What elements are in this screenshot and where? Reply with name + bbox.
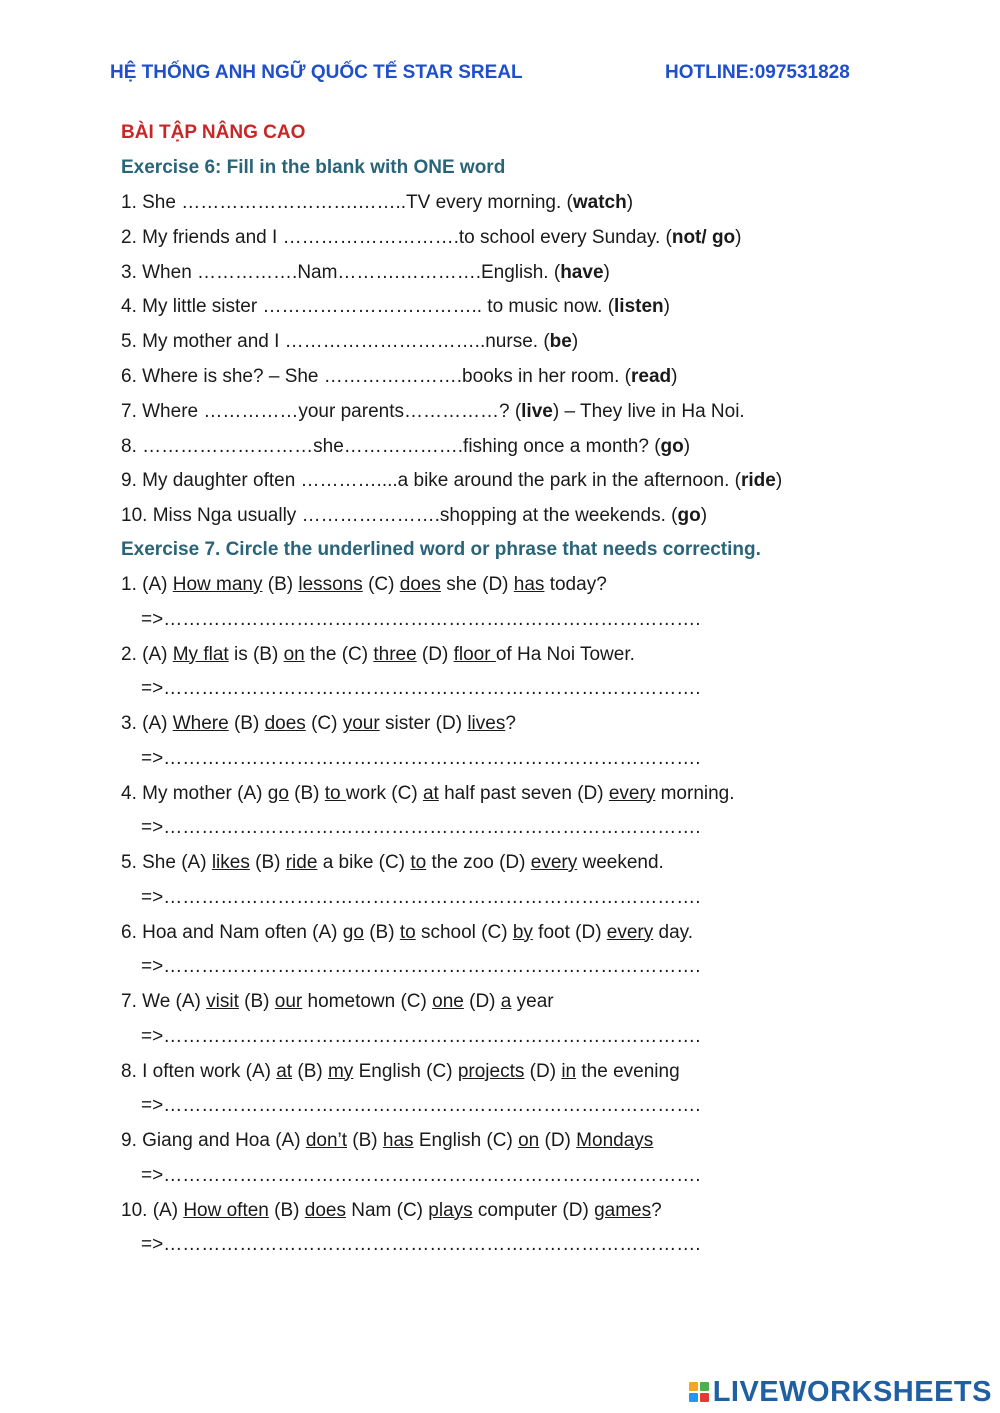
underlined-option: floor [453,643,496,665]
underlined-option: My flat [172,643,229,665]
sentence-text: 10. Miss Nga usually ………………….shopping at the weekends. ( [121,505,678,527]
sentence-text: morning. [655,782,735,804]
underlined-option: every [608,782,656,804]
answer-line[interactable]: =>…………………………………………………………………………. [141,1164,701,1186]
answer-line[interactable]: =>…………………………………………………………………………. [141,1025,701,1047]
sentence-text: 9. Giang and Hoa (A) [121,1130,306,1151]
sentence-text: (C) [362,574,400,595]
exercise-7-item [121,644,635,666]
exercise-7-item [121,1061,680,1083]
underlined-option: How often [183,1199,269,1221]
sentence-text: 2. (A) [121,643,173,665]
underlined-option: Where [172,713,229,734]
sentence-text: 5. My mother and I …………………………..nurse. ( [121,331,550,353]
answer-line[interactable]: =>…………………………………………………………………………. [141,747,701,769]
sentence-text: (B) [238,991,275,1012]
answer-line[interactable]: =>…………………………………………………………………………. [141,817,701,838]
sentence-text: ) [603,261,610,283]
sentence-text: computer (D) [472,1199,595,1221]
sentence-text: ? [505,713,516,734]
underlined-option: ride [285,852,318,873]
exercise-6-item [121,366,677,388]
sentence-text: (B) [268,1199,305,1221]
exercise-7-item [121,783,735,805]
exercise-6-item [121,436,690,458]
sentence-text: 5. She (A) [121,852,212,873]
sentence-text: 4. My little sister …………………………….. to music now. ( [121,296,615,318]
sentence-text: 1. (A) [121,574,173,595]
sentence-text: (B) [292,1060,328,1082]
underlined-option: our [274,991,303,1012]
underlined-option: every [606,921,654,943]
sentence-text: of Ha Noi Tower. [495,643,635,665]
underlined-option: has [382,1130,414,1151]
school-name: HỆ THỐNG ANH NGỮ QUỐC TẾ STAR SREAL [110,62,523,83]
sentence-text: half past seven (D) [438,782,609,804]
underlined-option: in [561,1060,577,1082]
answer-line[interactable]: =>…………………………………………………………………………. [141,1095,701,1116]
underlined-option: on [283,643,305,665]
sentence-text: is (B) [228,643,284,665]
logo-text: LIVEWORKSHEETS [712,1375,992,1408]
sentence-text: (D) [416,643,454,665]
sentence-text: 1. She ……………………….……..TV every morning. ( [121,192,573,213]
verb-hint: go [660,435,684,457]
sentence-text: she (D) [440,574,514,595]
worksheet-title: BÀI TẬP NÂNG CAO [121,122,306,143]
sentence-text: (B) [228,713,265,734]
sentence-text: hometown (C) [302,991,433,1012]
sentence-text: year [511,991,554,1012]
underlined-option: does [264,713,306,734]
sentence-text: a bike (C) [317,852,411,873]
sentence-text: ) [775,470,783,492]
sentence-text: (B) [347,1130,383,1151]
answer-line[interactable]: =>…………………………………………………………………………. [141,956,701,977]
exercise-6-item [121,505,707,527]
logo-mark-icon [689,1382,709,1402]
sentence-text: 2. My friends and I ……………………….to school every Sunday. ( [121,226,672,248]
exercise-6-item [121,227,741,249]
exercise-6-item [121,331,578,353]
underlined-option: visit [206,991,239,1012]
sentence-text: 4. My mother (A) [121,782,268,804]
underlined-option: How many [172,574,263,595]
sentence-text: 3. When …………….Nam……….………….English. ( [121,261,561,283]
sentence-text: foot (D) [532,921,607,943]
sentence-text: the zoo (D) [426,852,531,873]
underlined-option: three [373,643,417,665]
sentence-text: 8. ………………………she……………….fishing once a month? ( [121,435,661,457]
sentence-text: the (C) [304,643,374,665]
sentence-text: 6. Hoa and Nam often (A) [121,921,343,943]
answer-line[interactable]: =>…………………………………………………………………………. [141,886,701,908]
sentence-text: day. [653,921,694,943]
exercise-6-item [121,296,670,318]
sentence-text: 7. Where ……………your parents……………? ( [121,400,522,422]
sentence-text: ) [700,505,708,527]
sentence-text: 10. (A) [121,1199,184,1221]
underlined-option: does [399,574,441,595]
underlined-option: plays [428,1199,473,1221]
hotline: HOTLINE:097531828 [665,62,850,83]
verb-hint: have [560,261,604,283]
underlined-option: to [399,921,416,943]
sentence-text: 3. (A) [121,713,173,734]
sentence-text: English (C) [353,1060,458,1082]
verb-hint: not/ go [671,226,736,248]
sentence-text: (D) [539,1130,577,1151]
worksheet-header [110,62,870,86]
answer-line[interactable]: =>…………………………………………………………………………. [141,1234,701,1255]
exercise-6-item [121,262,610,284]
sentence-text: ) [626,192,634,213]
verb-hint: read [631,366,672,387]
answer-line[interactable]: =>…………………………………………………………………………. [141,678,701,699]
sentence-text: (B) [288,782,325,804]
sentence-text: English (C) [413,1130,519,1151]
exercise-7-item [121,852,664,874]
exercise-6-item [121,401,745,423]
sentence-text: ) [663,296,670,318]
sentence-text: ) – They live in Ha Noi. [552,400,745,422]
verb-hint: live [521,400,553,422]
underlined-option: lives [467,713,506,734]
sentence-text: the evening [576,1060,680,1082]
underlined-option: at [422,782,439,804]
exercise-6-item [121,470,782,492]
underlined-option: does [304,1199,346,1221]
sentence-text: school (C) [415,921,513,943]
exercise-7-item [121,1130,653,1152]
underlined-option: go [342,921,364,943]
underlined-option: don’t [305,1130,348,1151]
liveworksheets-logo [689,1377,992,1407]
underlined-option: a [500,991,512,1012]
sentence-text: weekend. [577,852,664,873]
sentence-text: ) [671,366,678,387]
underlined-option: projects [457,1060,525,1082]
sentence-text: work (C) [345,782,423,804]
sentence-text: 8. I often work (A) [121,1060,277,1082]
sentence-text: ) [735,226,742,248]
verb-hint: ride [740,470,776,492]
exercise-6-item [121,192,633,214]
verb-hint: watch [572,192,627,213]
sentence-text: (D) [463,991,501,1012]
sentence-text: (B) [363,921,400,943]
verb-hint: listen [614,296,664,318]
sentence-text: (B) [262,574,299,595]
underlined-option: go [267,782,289,804]
underlined-option: has [513,574,545,595]
underlined-option: games [594,1199,652,1221]
sentence-text: Nam (C) [345,1199,429,1221]
underlined-option: likes [211,852,250,873]
exercise-7-item [121,713,516,735]
answer-line[interactable]: =>…………………………………………………………………………. [141,608,701,630]
underlined-option: my [327,1060,354,1082]
exercise-7-heading: Exercise 7. Circle the underlined word or phrase that needs correcting. [121,539,761,560]
exercise-7-item [121,574,607,596]
sentence-text: ) [571,331,579,353]
verb-hint: be [549,331,572,353]
verb-hint: go [677,505,701,527]
sentence-text: 9. My daughter often …………....a bike around the park in the afternoon. ( [121,470,741,492]
underlined-option: at [276,1060,293,1082]
sentence-text: (C) [305,713,343,734]
sentence-text: ? [651,1199,662,1221]
sentence-text: (D) [524,1060,562,1082]
underlined-option: every [530,852,578,873]
underlined-option: by [512,921,533,943]
sentence-text: ) [683,435,691,457]
exercise-7-item [121,922,693,944]
sentence-text: today? [544,574,607,595]
underlined-option: one [432,991,464,1012]
underlined-option: Mondays [576,1130,654,1151]
exercise-7-item [121,991,554,1013]
sentence-text: 7. We (A) [121,991,207,1012]
sentence-text: sister (D) [379,713,468,734]
underlined-option: to [410,852,427,873]
underlined-option: to [324,782,346,804]
exercise-7-item [121,1200,662,1222]
underlined-option: lessons [298,574,363,595]
sentence-text: 6. Where is she? – She ………………….books in her room. ( [121,366,632,387]
sentence-text: (B) [249,852,286,873]
underlined-option: your [342,713,380,734]
exercise-6-heading: Exercise 6: Fill in the blank with ONE word [121,157,506,178]
underlined-option: on [518,1130,540,1151]
